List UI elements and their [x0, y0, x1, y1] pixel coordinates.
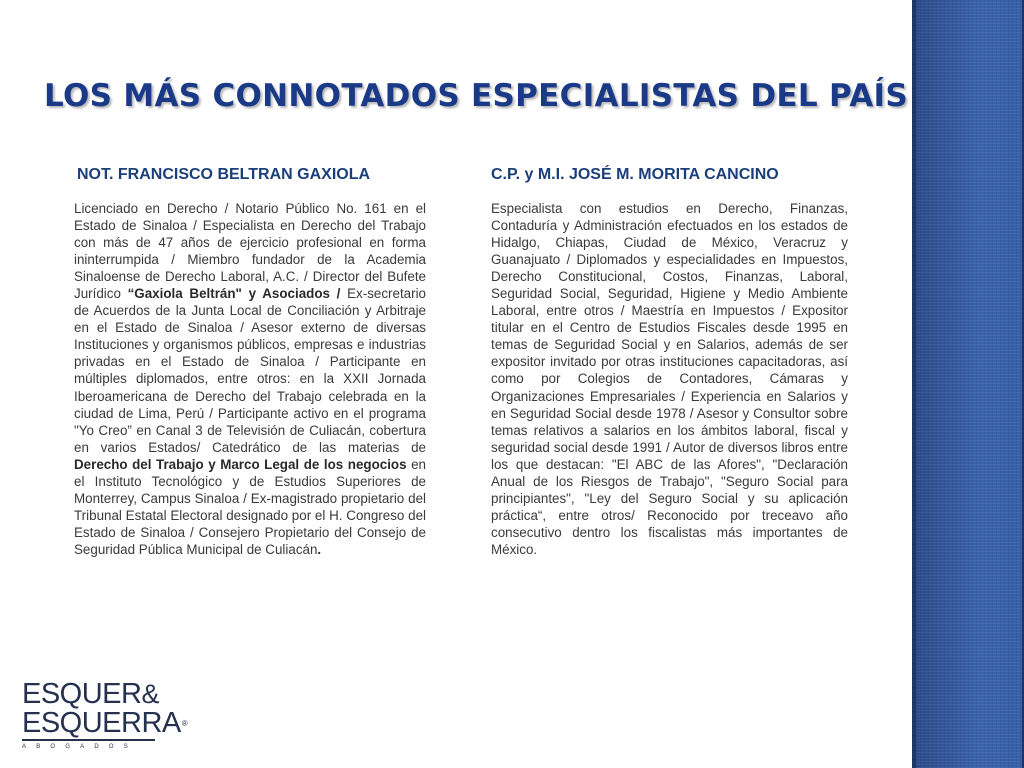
- logo-line-1: [22, 680, 182, 709]
- right-person-name: C.P. y M.I. JOSÉ M. MORITA CANCINO: [491, 166, 779, 183]
- left-bio-text-2: Ex-secretario de Acuerdos de la Junta Local de Conciliación y Arbitraje en el Estado de Sinaloa / Asesor externo de diversas Instituciones y organismos públicos, empresas e industrias privadas en el Estado de Sinaloa / Participante en múltiples diplomados, entre otros: en la XXII Jornada Iberoamericana de Derecho del Trabajo celebrada en la ciudad de Lima, Perú / Participante activo en el programa "Yo Creo” en Canal 3 de Televisión de Culiacán, cobertura en varios Estados/ Catedrático de las materias de: [74, 286, 426, 455]
- logo-subtitle: ABOGADOS: [22, 744, 138, 750]
- company-logo: [22, 678, 188, 760]
- left-bio-end: .: [317, 541, 322, 557]
- left-bio-bold-2: Derecho del Trabajo y Marco Legal de los negocios: [74, 456, 407, 472]
- decorative-sidebar: [912, 0, 1024, 768]
- right-column: [491, 166, 848, 558]
- left-bio-text-3: en el Instituto Tecnológico y de Estudios Superiores de Monterrey, Campus Sinaloa / Ex-magistrado propietario del Tribunal Estatal Electoral designado por el H. Congreso del Estado de Sinaloa / Consejero Propietario del Consejo de Seguridad Pública Municipal de Culiacán: [74, 456, 426, 557]
- slide-title: LOS MÁS CONNOTADOS ESPECIALISTAS DEL PAÍS: [44, 78, 908, 114]
- logo-rule: [22, 739, 155, 741]
- left-person-name: NOT. FRANCISCO BELTRAN GAXIOLA: [77, 166, 371, 183]
- left-bio-bold-1: “Gaxiola Beltrán" y Asociados /: [127, 286, 341, 302]
- sidebar-edge: [912, 0, 916, 768]
- logo-ampersand: &: [141, 679, 159, 709]
- left-bio-text-1: Licenciado en Derecho / Notario Público No. 161 en el Estado de Sinaloa / Especialista en Derecho del Trabajo con más de 47 años de ejercicio profesional en forma ininterrumpida / Miembro fundador de la Academia Sinaloense de Derecho Laboral, A.C. / Director del Bufete Jurídico: [74, 201, 426, 302]
- logo-word-1: ESQUER: [22, 678, 142, 710]
- logo-word-2: ESQUERRA: [22, 707, 181, 739]
- left-person-bio: [74, 200, 426, 558]
- logo-registered-mark: ®: [181, 719, 188, 728]
- right-person-bio: Especialista con estudios en Derecho, Finanzas, Contaduría y Administración efectuados en los estados de Hidalgo, Chiapas, Ciudad de México, Veracruz y Guanajuato / Diplomados y especialidades en Impuestos, Derecho Constitucional, Costos, Finanzas, Laboral, Seguridad Social, Seguridad, Higiene y Medio Ambiente Laboral, entre otros / Maestría en Impuestos / Expositor titular en el Centro de Estudios Fiscales desde 1995 en temas de Seguridad Social y en Salarios, además de ser expositor invitado por otras instituciones capacitadoras, así como por Colegios de Contadores, Cámaras y Organizaciones Empresariales / Experiencia en Salarios y en Seguridad Social desde 1978 / Asesor y Consultor sobre temas relativos a salarios en los ámbitos laboral, fiscal y seguridad social desde 1991 / Autor de diversos libros entre los que destacan: "El ABC de las Afores", "Declaración Anual de los Riesgos de Trabajo", "Seguro Social para principiantes", "Ley del Seguro Social y su aplicación práctica“, entre otros/ Reconocido por treceavo año consecutivo dentro los fiscalistas más importantes de México.: [491, 201, 848, 557]
- left-column: [74, 166, 426, 558]
- logo-line-2: [22, 707, 188, 739]
